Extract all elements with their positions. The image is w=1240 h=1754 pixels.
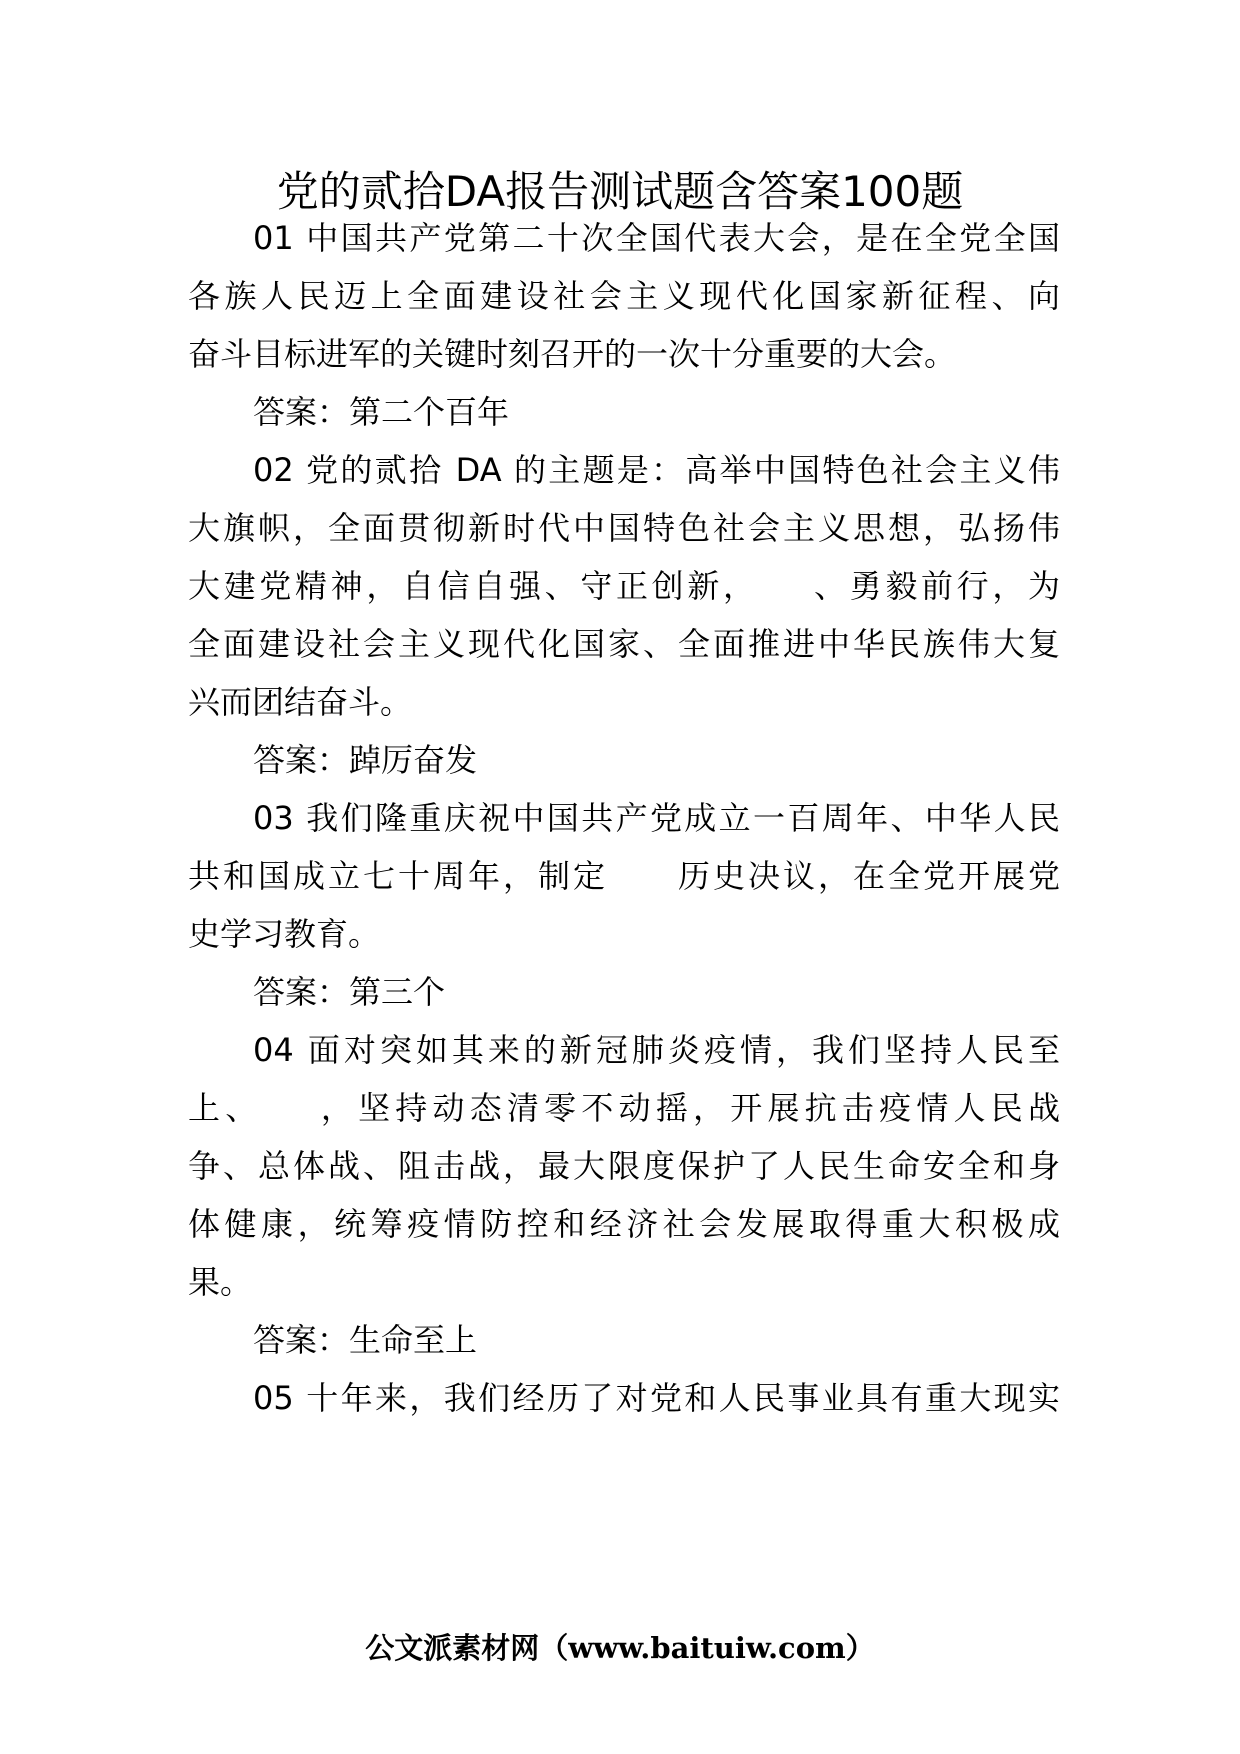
answer-03: 答案：第三个 [253, 973, 446, 1011]
question-04-line-1: 04 面对突如其来的新冠肺炎疫情，我们坚持人民至 [253, 1031, 1060, 1069]
question-02-line-1: 02 党的贰拾 DA 的主题是：高举中国特色社会主义伟 [253, 451, 1060, 489]
question-02-line-3: 大建党精神，自信自强、守正创新， 、勇毅前行，为 [188, 567, 1060, 605]
question-03-line-3: 史学习教育。 [188, 915, 381, 953]
question-01-line-1: 01 中国共产党第二十次全国代表大会，是在全党全国 [253, 219, 1060, 257]
question-04-line-5: 果。 [188, 1263, 253, 1301]
question-02-line-4: 全面建设社会主义现代化国家、全面推进中华民族伟大复 [188, 625, 1060, 663]
document-title: 党的贰拾DA报告测试题含答案100题 [276, 167, 964, 216]
question-04-line-3: 争、总体战、阻击战，最大限度保护了人民生命安全和身 [188, 1147, 1060, 1185]
question-01-line-2: 各族人民迈上全面建设社会主义现代化国家新征程、向 [188, 277, 1060, 315]
question-02-line-5: 兴而团结奋斗。 [188, 683, 413, 721]
question-04-line-2: 上、 ，坚持动态清零不动摇，开展抗击疫情人民战 [188, 1089, 1060, 1127]
answer-02: 答案：踔厉奋发 [253, 741, 478, 779]
answer-01: 答案：第二个百年 [253, 393, 510, 431]
question-04-line-4: 体健康，统筹疫情防控和经济社会发展取得重大积极成 [188, 1205, 1060, 1243]
question-01-line-3: 奋斗目标进军的关键时刻召开的一次十分重要的大会。 [188, 335, 957, 373]
answer-04: 答案：生命至上 [253, 1321, 478, 1359]
page-footer: 公文派素材网（www.baituiw.com） [365, 1631, 875, 1665]
question-02-line-2: 大旗帜，全面贯彻新时代中国特色社会主义思想，弘扬伟 [188, 509, 1060, 547]
question-03-line-2: 共和国成立七十周年，制定 历史决议，在全党开展党 [188, 857, 1060, 895]
question-05-line-1: 05 十年来，我们经历了对党和人民事业具有重大现实 [253, 1379, 1060, 1417]
question-03-line-1: 03 我们隆重庆祝中国共产党成立一百周年、中华人民 [253, 799, 1060, 837]
